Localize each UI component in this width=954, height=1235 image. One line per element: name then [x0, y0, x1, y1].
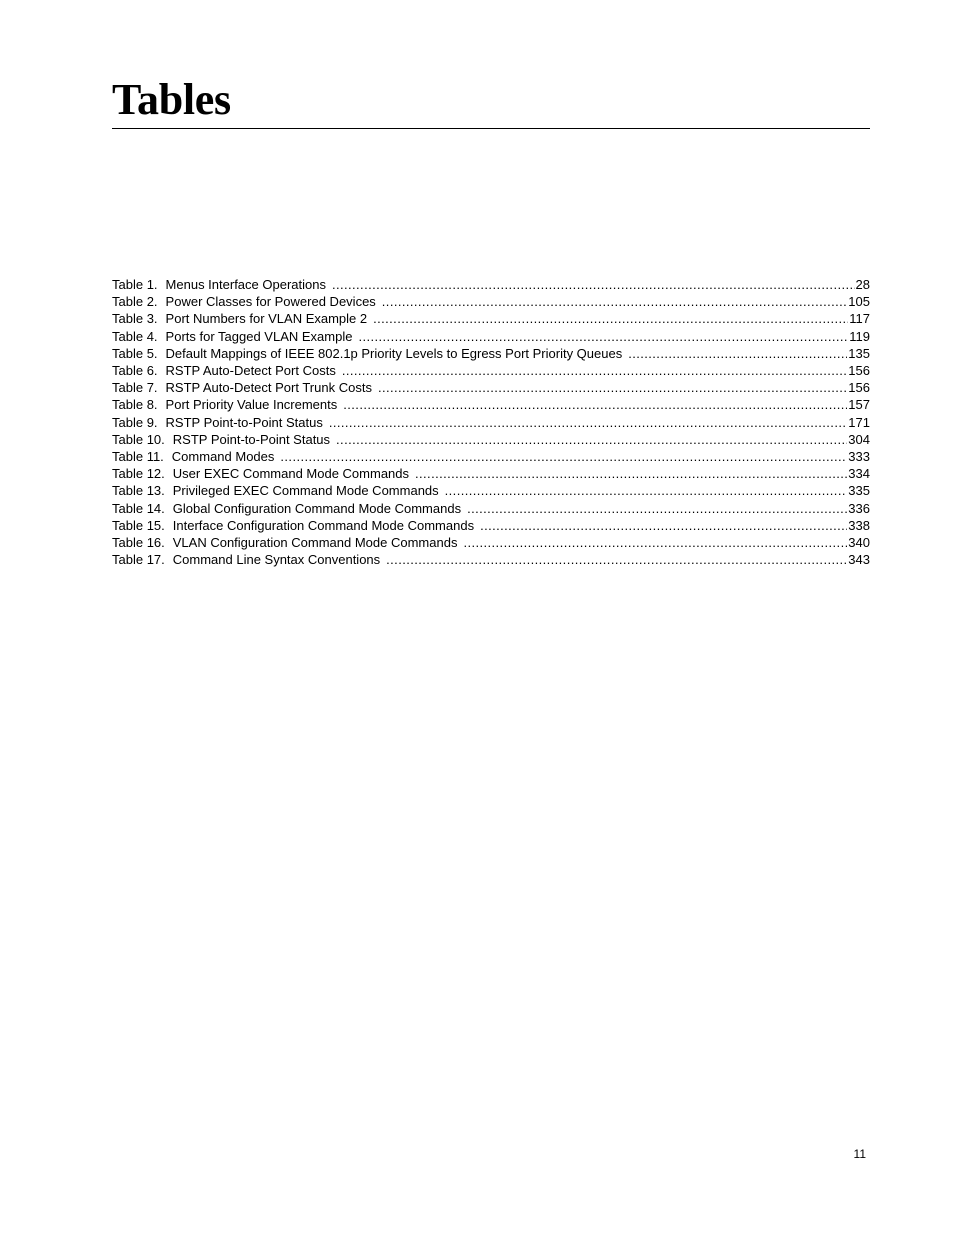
toc-entry-label[interactable]: RSTP Point-to-Point Status — [165, 414, 323, 430]
toc-entry-label[interactable]: User EXEC Command Mode Commands — [172, 466, 410, 482]
toc-entry-table-1[interactable] — [112, 276, 870, 293]
toc-entry-table-17[interactable] — [112, 551, 870, 568]
toc-entry-label[interactable]: RSTP Point-to-Point Status — [172, 431, 331, 447]
toc-entry-table-7[interactable] — [112, 379, 870, 396]
toc-entry-number: Table 14. — [112, 500, 165, 516]
toc-entry-number: Table 9. — [112, 414, 158, 430]
toc-entry-page[interactable]: 117 — [849, 311, 870, 327]
dot-leader — [480, 517, 847, 534]
dot-leader — [332, 276, 855, 293]
toc-entry-page[interactable]: 338 — [848, 517, 870, 533]
toc-entry-number: Table 10. — [112, 431, 165, 447]
toc-entry-table-16[interactable] — [112, 534, 870, 551]
toc-entry-label[interactable]: Command Line Syntax Conventions — [172, 552, 381, 568]
toc-entry-number: Table 6. — [112, 363, 158, 379]
dot-leader — [358, 328, 848, 345]
toc-entry-page[interactable]: 334 — [848, 466, 870, 482]
toc-entry-number: Table 16. — [112, 535, 165, 551]
toc-entry-number: Table 13. — [112, 483, 165, 499]
toc-entry-label[interactable]: Port Priority Value Increments — [165, 397, 338, 413]
dot-leader — [415, 465, 847, 482]
toc-entry-label[interactable]: Power Classes for Powered Devices — [165, 294, 376, 310]
dot-leader — [342, 362, 847, 379]
toc-entry-table-14[interactable] — [112, 500, 870, 517]
toc-entry-label[interactable]: Ports for Tagged VLAN Example — [165, 328, 353, 344]
toc-entry-number: Table 1. — [112, 277, 158, 292]
toc-entry-page[interactable]: 333 — [848, 449, 870, 465]
dot-leader — [343, 396, 847, 413]
toc-entry-page[interactable]: 335 — [848, 483, 870, 499]
toc-entry-label[interactable]: Menus Interface Operations — [165, 277, 326, 292]
toc-entry-page[interactable]: 343 — [848, 552, 870, 568]
toc-entry-label[interactable]: Command Modes — [171, 449, 275, 465]
toc-entry-table-2[interactable] — [112, 293, 870, 310]
toc-entry-page[interactable]: 28 — [855, 277, 870, 292]
toc-entry-page[interactable]: 156 — [848, 380, 870, 396]
toc-entry-page[interactable]: 340 — [848, 535, 870, 551]
toc-entry-number: Table 3. — [112, 311, 158, 327]
dot-leader — [467, 500, 847, 517]
toc-entry-table-8[interactable] — [112, 396, 870, 413]
toc-entry-table-9[interactable] — [112, 414, 870, 431]
toc-entry-page[interactable]: 157 — [848, 397, 870, 413]
toc-entry-number: Table 12. — [112, 466, 165, 482]
dot-leader — [445, 482, 848, 499]
toc-entry-label[interactable]: Global Configuration Command Mode Commands — [172, 500, 462, 516]
toc-entry-table-5[interactable] — [112, 345, 870, 362]
dot-leader — [329, 414, 847, 431]
page-number: 11 — [853, 1147, 866, 1161]
toc-entry-number: Table 7. — [112, 380, 158, 396]
toc-entry-page[interactable]: 135 — [848, 345, 870, 361]
toc-entry-page[interactable]: 304 — [848, 431, 870, 447]
toc-entry-label[interactable]: Privileged EXEC Command Mode Commands — [172, 483, 439, 499]
toc-entry-page[interactable]: 105 — [848, 294, 870, 310]
dot-leader — [463, 534, 847, 551]
toc-entry-table-15[interactable] — [112, 517, 870, 534]
toc-entry-page[interactable]: 119 — [849, 328, 870, 344]
toc-entry-number: Table 2. — [112, 294, 158, 310]
toc-entry-table-6[interactable] — [112, 362, 870, 379]
toc-entry-page[interactable]: 171 — [848, 414, 870, 430]
toc-entry-label[interactable]: Interface Configuration Command Mode Commands — [172, 517, 475, 533]
toc-entry-label[interactable]: Default Mappings of IEEE 802.1p Priority Levels to Egress Port Priority Queues — [165, 345, 623, 361]
dot-leader — [378, 379, 847, 396]
page-title: Tables — [112, 75, 231, 124]
table-of-tables-list — [112, 276, 870, 568]
dot-leader — [386, 551, 847, 568]
toc-entry-table-3[interactable] — [112, 310, 870, 327]
toc-entry-table-11[interactable] — [112, 448, 870, 465]
toc-entry-label[interactable]: RSTP Auto-Detect Port Trunk Costs — [165, 380, 372, 396]
toc-entry-number: Table 15. — [112, 517, 165, 533]
toc-entry-label[interactable]: RSTP Auto-Detect Port Costs — [165, 363, 336, 379]
dot-leader — [382, 293, 848, 310]
dot-leader — [280, 448, 847, 465]
toc-entry-table-4[interactable] — [112, 328, 870, 345]
dot-leader — [628, 345, 847, 362]
toc-entry-number: Table 8. — [112, 397, 158, 413]
toc-entry-table-10[interactable] — [112, 431, 870, 448]
dot-leader — [336, 431, 847, 448]
title-divider — [112, 128, 870, 129]
toc-entry-number: Table 17. — [112, 552, 165, 568]
toc-entry-number: Table 11. — [112, 449, 164, 465]
toc-entry-page[interactable]: 156 — [848, 363, 870, 379]
dot-leader — [373, 310, 848, 327]
toc-entry-label[interactable]: VLAN Configuration Command Mode Commands — [172, 535, 458, 551]
toc-entry-label[interactable]: Port Numbers for VLAN Example 2 — [165, 311, 368, 327]
toc-entry-number: Table 5. — [112, 345, 158, 361]
toc-entry-page[interactable]: 336 — [848, 500, 870, 516]
toc-entry-table-12[interactable] — [112, 465, 870, 482]
toc-entry-table-13[interactable] — [112, 482, 870, 499]
toc-entry-number: Table 4. — [112, 328, 158, 344]
